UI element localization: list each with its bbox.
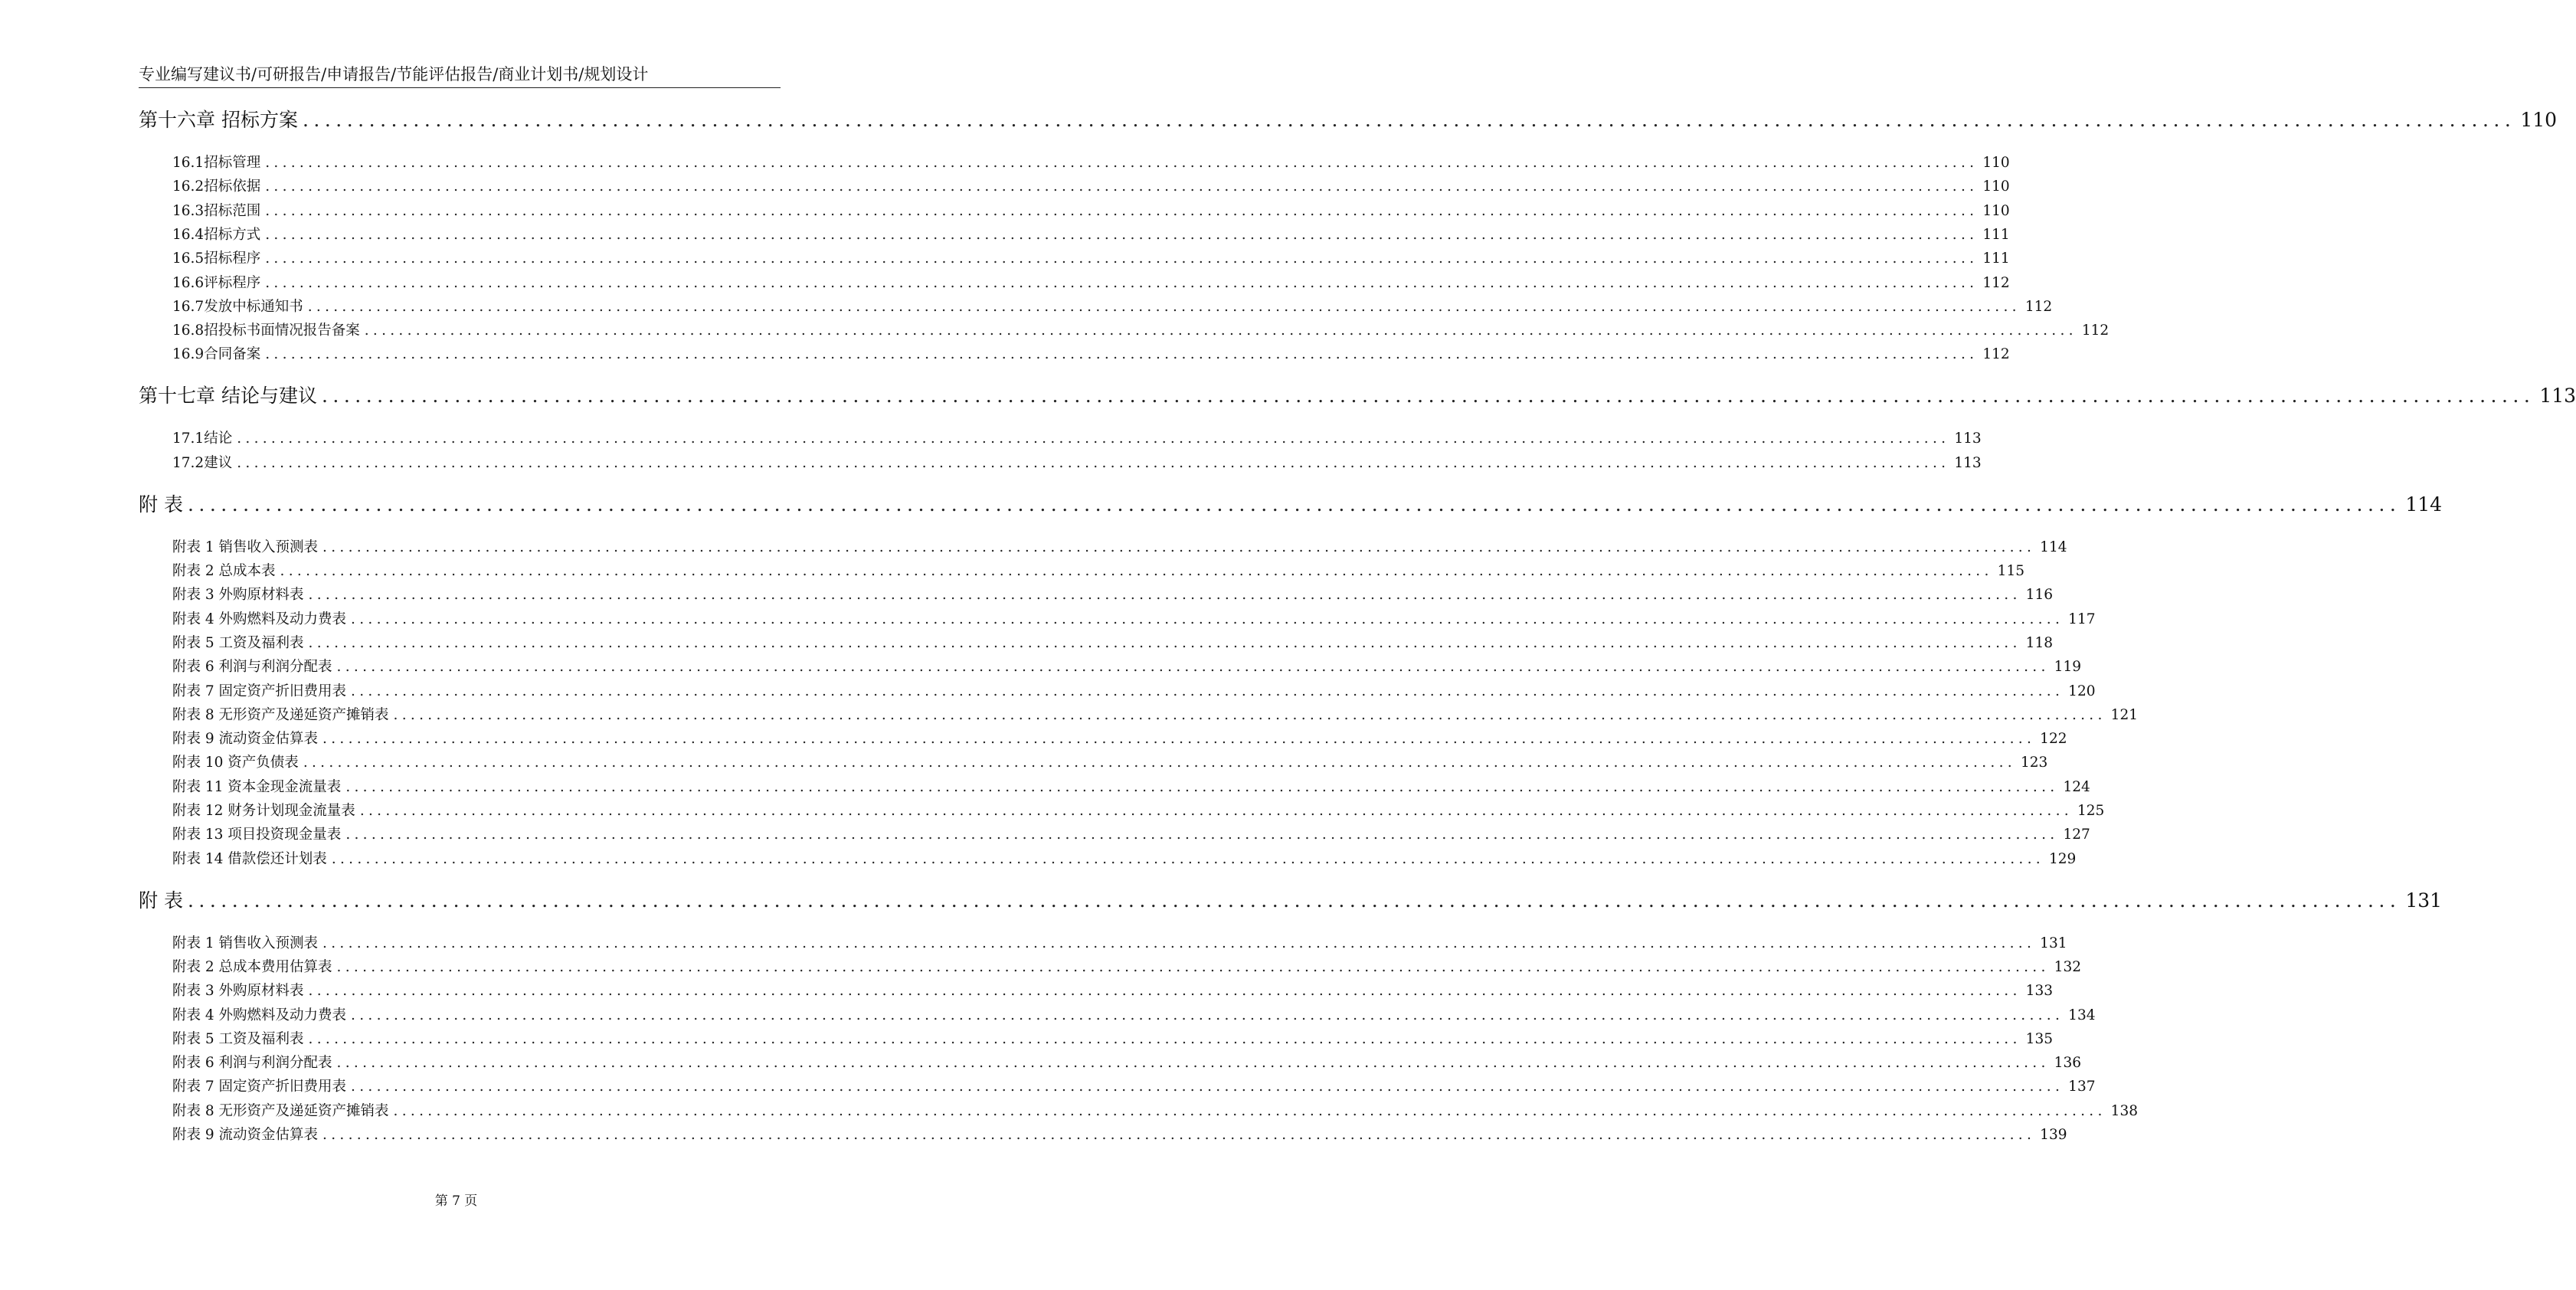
toc-entry-title: 附表 13 项目投资现金量表 bbox=[172, 827, 342, 843]
toc-dot-leader: ........................................................................................................................................................................................................ bbox=[265, 250, 1979, 267]
toc-section-entry[interactable] bbox=[172, 981, 2053, 1001]
toc-entry-page-number: 113 bbox=[1954, 431, 1982, 447]
toc-entry-title: 附表 8 无形资产及递延资产摊销表 bbox=[172, 706, 389, 723]
toc-entry-page-number: 110 bbox=[1982, 202, 2010, 219]
toc-section-entry[interactable] bbox=[172, 657, 2081, 677]
toc-entry-page-number: 139 bbox=[2040, 1127, 2067, 1143]
toc-dot-leader: ........................................................................................................................................................................................................ bbox=[351, 611, 2064, 627]
toc-entry-title: 附表 1 销售收入预测表 bbox=[172, 539, 319, 555]
toc-entry-page-number: 111 bbox=[1982, 250, 2010, 267]
toc-entry-page-number: 134 bbox=[2068, 1007, 2096, 1023]
toc-dot-leader: ........................................................................................................................................................................................................ bbox=[265, 178, 1979, 195]
toc-section-entry[interactable] bbox=[172, 1053, 2081, 1073]
toc-entry-title: 17.1结论 bbox=[172, 431, 233, 447]
toc-entry-page-number: 114 bbox=[2040, 539, 2067, 555]
toc-entry-page-number: 131 bbox=[2040, 935, 2067, 951]
toc-dot-leader: ........................................................................................................................................................................................................ bbox=[351, 1079, 2064, 1095]
toc-chapter-entry[interactable] bbox=[139, 492, 2443, 518]
toc-section-entry[interactable] bbox=[172, 1006, 2096, 1026]
toc-chapter-entry[interactable] bbox=[139, 383, 2576, 409]
toc-dot-leader: ........................................................................................................................................................................................................ bbox=[265, 155, 1979, 171]
toc-entry-page-number: 125 bbox=[2077, 803, 2105, 819]
toc-dot-leader: ........................................................................................................................................................................................................ bbox=[336, 659, 2050, 676]
toc-entry-page-number: 112 bbox=[2081, 322, 2110, 339]
toc-entry-title: 附表 6 利润与利润分配表 bbox=[172, 659, 332, 676]
toc-section-entry[interactable] bbox=[172, 634, 2053, 653]
toc-entry-title: 16.8招投标书面情况报告备案 bbox=[172, 322, 360, 339]
toc-dot-leader: ........................................................................................................................................................................................................ bbox=[307, 298, 2021, 315]
toc-dot-leader: ........................................................................................................................................................................................................ bbox=[359, 803, 2073, 819]
toc-entry-title: 附表 10 资产负债表 bbox=[172, 755, 299, 771]
toc-entry-page-number: 135 bbox=[2025, 1030, 2053, 1047]
toc-entry-page-number: 110 bbox=[1982, 178, 2010, 195]
toc-entry-page-number: 115 bbox=[1997, 563, 2024, 579]
toc-entry-page-number: 123 bbox=[2020, 755, 2048, 771]
toc-dot-leader: ........................................................................................................................................................................................................ bbox=[322, 539, 2036, 555]
toc-entry-title: 附表 3 外购原材料表 bbox=[172, 983, 304, 1000]
toc-section-entry[interactable] bbox=[172, 297, 2053, 317]
toc-entry-title: 附 表 bbox=[139, 889, 183, 912]
toc-dot-leader: ........................................................................................................................................................................................................ bbox=[351, 683, 2064, 699]
toc-section-entry[interactable] bbox=[172, 753, 2048, 773]
toc-entry-page-number: 117 bbox=[2068, 611, 2096, 627]
toc-entry-page-number: 129 bbox=[2048, 850, 2077, 867]
toc-entry-page-number: 113 bbox=[2539, 385, 2576, 408]
toc-entry-page-number: 112 bbox=[2024, 298, 2053, 315]
toc-entry-title: 16.2招标依据 bbox=[172, 178, 261, 195]
toc-section-entry[interactable] bbox=[172, 729, 2067, 749]
toc-entry-page-number: 114 bbox=[2405, 493, 2443, 516]
toc-section-entry[interactable] bbox=[172, 1030, 2053, 1049]
toc-entry-title: 附表 7 固定资产折旧费用表 bbox=[172, 683, 347, 699]
toc-entry-title: 附表 11 资本金现金流量表 bbox=[172, 778, 342, 795]
toc-dot-leader: ........................................................................................................................................................................................................ bbox=[345, 778, 2059, 795]
toc-entry-page-number: 132 bbox=[2054, 958, 2081, 975]
toc-dot-leader: ........................................................................................................................................................................................................ bbox=[336, 1055, 2050, 1072]
toc-dot-leader: ........................................................................................................................................................................................................ bbox=[331, 850, 2044, 867]
toc-dot-leader: ........................................................................................................................................................................................................ bbox=[393, 1102, 2106, 1119]
toc-entry-page-number: 118 bbox=[2025, 634, 2053, 651]
toc-entry-title: 附表 3 外购原材料表 bbox=[172, 587, 304, 604]
toc-entry-page-number: 113 bbox=[1954, 454, 1982, 471]
toc-entry-page-number: 124 bbox=[2063, 778, 2090, 795]
toc-section-entry[interactable] bbox=[172, 225, 2010, 245]
toc-dot-leader: ........................................................................................................................................................................................................ bbox=[265, 226, 1979, 243]
toc-entry-title: 附表 9 流动资金估算表 bbox=[172, 1127, 319, 1143]
toc-section-entry[interactable] bbox=[172, 934, 2067, 954]
toc-entry-title: 17.2建议 bbox=[172, 454, 233, 471]
toc-entry-page-number: 131 bbox=[2405, 889, 2443, 912]
toc-entry-title: 16.1招标管理 bbox=[172, 155, 261, 171]
toc-entry-page-number: 110 bbox=[2520, 109, 2558, 131]
toc-section-entry[interactable] bbox=[172, 1102, 2138, 1121]
toc-entry-page-number: 111 bbox=[1982, 226, 2010, 243]
toc-entry-page-number: 119 bbox=[2054, 659, 2081, 676]
toc-dot-leader: ........................................................................................................................................................................................................ bbox=[265, 346, 1979, 363]
toc-section-entry[interactable] bbox=[172, 177, 2010, 197]
page-header: 专业编写建议书/可研报告/申请报告/节能评估报告/商业计划书/规划设计 bbox=[139, 63, 781, 88]
toc-section-entry[interactable] bbox=[172, 429, 1982, 449]
toc-entry-title: 附 表 bbox=[139, 493, 183, 516]
toc-dot-leader: ........................................................................................................................................................................................................ bbox=[280, 563, 1993, 579]
toc-dot-leader: ........................................................................................................................................................................................................ bbox=[308, 983, 2021, 1000]
toc-entry-title: 附表 8 无形资产及递延资产摊销表 bbox=[172, 1102, 389, 1119]
toc-section-entry[interactable] bbox=[172, 706, 2138, 725]
toc-dot-leader: ........................................................................................................................................................................................................ bbox=[187, 889, 2401, 912]
toc-entry-title: 附表 6 利润与利润分配表 bbox=[172, 1055, 332, 1072]
toc-entry-title: 附表 4 外购燃料及动力费表 bbox=[172, 1007, 347, 1023]
toc-entry-page-number: 116 bbox=[2025, 587, 2053, 604]
toc-entry-title: 附表 4 外购燃料及动力费表 bbox=[172, 611, 347, 627]
toc-dot-leader: ........................................................................................................................................................................................................ bbox=[322, 935, 2036, 951]
toc-dot-leader: ........................................................................................................................................................................................................ bbox=[303, 755, 2016, 771]
toc-section-entry[interactable] bbox=[172, 1125, 2067, 1145]
toc-section-entry[interactable] bbox=[172, 825, 2090, 845]
toc-entry-title: 第十六章 招标方案 bbox=[139, 109, 298, 131]
toc-chapter-entry[interactable] bbox=[139, 888, 2443, 914]
toc-entry-title: 附表 5 工资及福利表 bbox=[172, 1030, 304, 1047]
toc-dot-leader: ........................................................................................................................................................................................................ bbox=[364, 322, 2077, 339]
toc-entry-title: 16.5招标程序 bbox=[172, 250, 261, 267]
toc-section-entry[interactable] bbox=[172, 958, 2081, 977]
toc-entry-page-number: 110 bbox=[1982, 155, 2010, 171]
toc-entry-title: 附表 1 销售收入预测表 bbox=[172, 935, 319, 951]
toc-entry-page-number: 112 bbox=[1982, 346, 2010, 363]
toc-section-entry[interactable] bbox=[172, 453, 1982, 473]
toc-section-entry[interactable] bbox=[172, 345, 2010, 365]
toc-entry-title: 附表 2 总成本表 bbox=[172, 563, 276, 579]
toc-section-entry[interactable] bbox=[172, 1077, 2096, 1097]
toc-dot-leader: ........................................................................................................................................................................................................ bbox=[336, 958, 2050, 975]
toc-section-entry[interactable] bbox=[172, 610, 2096, 630]
toc-dot-leader: ........................................................................................................................................................................................................ bbox=[187, 493, 2401, 516]
toc-dot-leader: ........................................................................................................................................................................................................ bbox=[237, 431, 1950, 447]
toc-entry-title: 16.6评标程序 bbox=[172, 274, 261, 291]
toc-dot-leader: ........................................................................................................................................................................................................ bbox=[351, 1007, 2064, 1023]
toc-section-entry[interactable] bbox=[172, 249, 2010, 269]
toc-entry-page-number: 127 bbox=[2063, 827, 2090, 843]
toc-entry-title: 第十七章 结论与建议 bbox=[139, 385, 317, 408]
toc-dot-leader: ........................................................................................................................................................................................................ bbox=[308, 634, 2021, 651]
toc-dot-leader: ........................................................................................................................................................................................................ bbox=[308, 587, 2021, 604]
toc-dot-leader: ........................................................................................................................................................................................................ bbox=[308, 1030, 2021, 1047]
toc-dot-leader: ........................................................................................................................................................................................................ bbox=[265, 202, 1979, 219]
toc-dot-leader: ........................................................................................................................................................................................................ bbox=[345, 827, 2059, 843]
toc-entry-title: 附表 14 借款偿还计划表 bbox=[172, 850, 327, 867]
toc-dot-leader: ........................................................................................................................................................................................................ bbox=[237, 454, 1950, 471]
toc-entry-page-number: 138 bbox=[2110, 1102, 2138, 1119]
toc-entry-title: 16.3招标范围 bbox=[172, 202, 261, 219]
toc-dot-leader: ........................................................................................................................................................................................................ bbox=[322, 1127, 2036, 1143]
toc-section-entry[interactable] bbox=[172, 682, 2096, 702]
toc-entry-page-number: 133 bbox=[2025, 983, 2053, 1000]
toc-entry-title: 16.7发放中标通知书 bbox=[172, 298, 303, 315]
toc-entry-page-number: 136 bbox=[2054, 1055, 2081, 1072]
toc-entry-title: 附表 5 工资及福利表 bbox=[172, 634, 304, 651]
toc-section-entry[interactable] bbox=[172, 778, 2090, 797]
toc-dot-leader: ........................................................................................................................................................................................................ bbox=[321, 385, 2535, 408]
toc-section-entry[interactable] bbox=[172, 850, 2077, 869]
toc-entry-page-number: 122 bbox=[2040, 731, 2067, 748]
toc-section-entry[interactable] bbox=[172, 585, 2053, 605]
toc-dot-leader: ........................................................................................................................................................................................................ bbox=[393, 706, 2106, 723]
toc-entry-page-number: 120 bbox=[2068, 683, 2096, 699]
toc-entry-title: 附表 2 总成本费用估算表 bbox=[172, 958, 332, 975]
toc-section-entry[interactable] bbox=[172, 321, 2110, 341]
toc-entry-title: 附表 9 流动资金估算表 bbox=[172, 731, 319, 748]
toc-entry-title: 16.9合同备案 bbox=[172, 346, 261, 363]
toc-section-entry[interactable] bbox=[172, 273, 2010, 293]
toc-chapter-entry[interactable] bbox=[139, 107, 2558, 133]
toc-entry-page-number: 121 bbox=[2110, 706, 2138, 723]
toc-dot-leader: ........................................................................................................................................................................................................ bbox=[302, 109, 2516, 131]
toc-entry-page-number: 137 bbox=[2068, 1079, 2096, 1095]
toc-entry-title: 16.4招标方式 bbox=[172, 226, 261, 243]
toc-entry-page-number: 112 bbox=[1982, 274, 2010, 291]
toc-section-entry[interactable] bbox=[172, 538, 2067, 558]
toc-section-entry[interactable] bbox=[172, 153, 2010, 173]
page-number: 第 7 页 bbox=[434, 1193, 478, 1209]
toc-section-entry[interactable] bbox=[172, 201, 2010, 221]
toc-dot-leader: ........................................................................................................................................................................................................ bbox=[322, 731, 2036, 748]
toc-section-entry[interactable] bbox=[172, 801, 2105, 821]
toc-section-entry[interactable] bbox=[172, 562, 2024, 581]
toc-entry-title: 附表 12 财务计划现金流量表 bbox=[172, 803, 355, 819]
toc-entry-title: 附表 7 固定资产折旧费用表 bbox=[172, 1079, 347, 1095]
toc-dot-leader: ........................................................................................................................................................................................................ bbox=[265, 274, 1979, 291]
